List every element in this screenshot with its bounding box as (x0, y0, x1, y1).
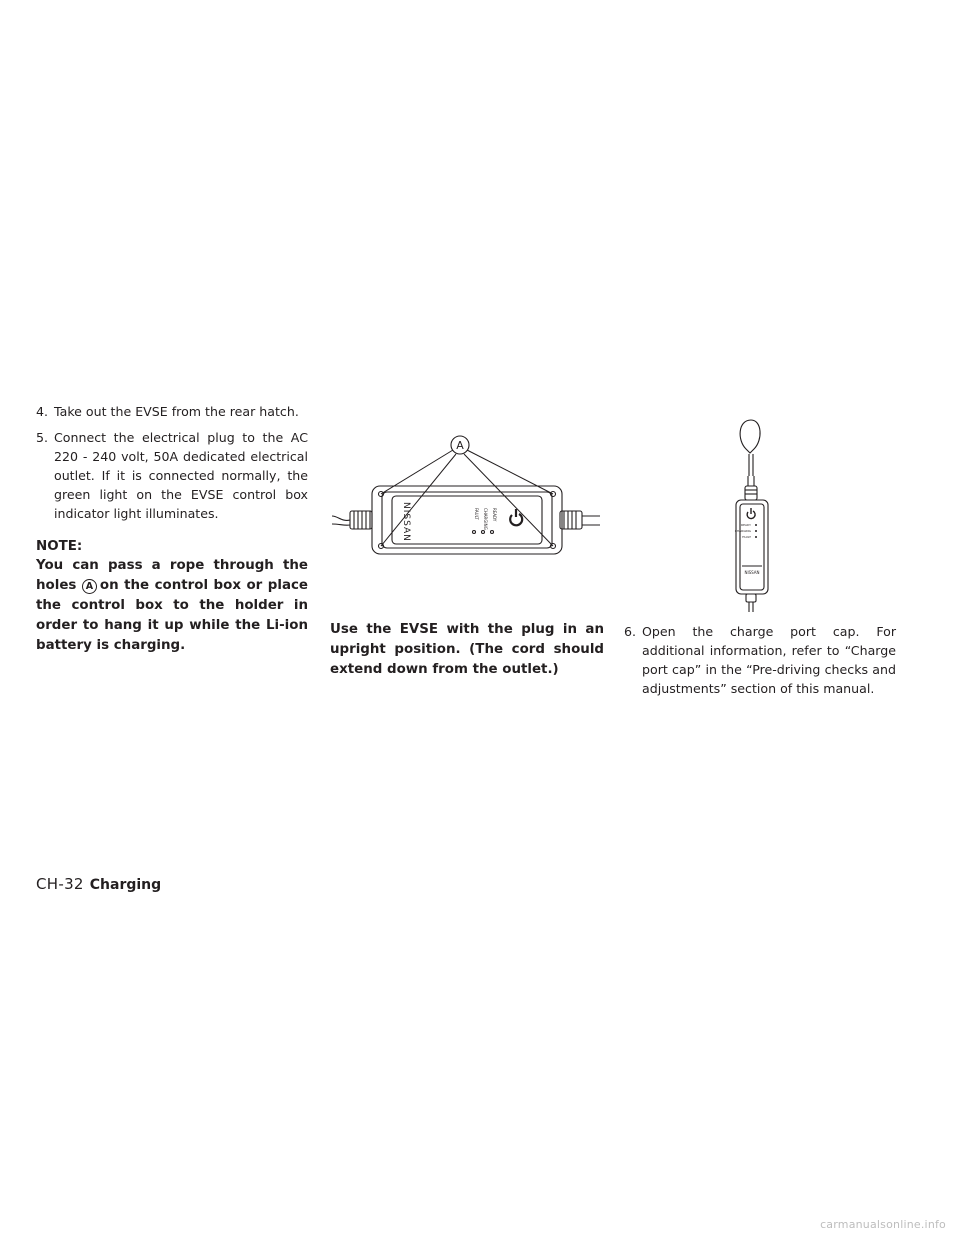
control-box-figure (330, 428, 602, 570)
indicator-dot (491, 531, 494, 534)
plug-loop (740, 420, 760, 453)
control-box-body (736, 500, 768, 594)
indicator-ready-label: READY (740, 523, 751, 527)
box-brand-label: NISSAN (401, 502, 411, 542)
note-text-start: You can pass a rope through the holes (36, 558, 308, 593)
left-strain-relief (350, 511, 372, 529)
callout-a-label: A (456, 439, 464, 452)
page-footer (36, 875, 161, 893)
box-brand-label: NISSAN (744, 570, 760, 575)
power-icon (747, 508, 755, 519)
step-text: Connect the electrical plug to the AC 220 - 240 volt, 50A dedicated electrical outlet. If it is connected normally, the green light on the EVSE control box indicator light illuminates. (54, 430, 308, 521)
step-text: Take out the EVSE from the rear hatch. (54, 404, 299, 419)
right-column (624, 622, 896, 705)
indicator-fault-label: FAULT (742, 535, 751, 539)
indicator-charging-label: CHARGING (734, 529, 751, 533)
power-icon (510, 509, 522, 525)
note-body (36, 556, 308, 656)
right-strain-relief (560, 511, 582, 529)
figure-caption: Use the EVSE with the plug in an upright position. (The cord should extend down from the outlet.) (330, 622, 604, 677)
indicator-dot (482, 531, 485, 534)
step-4 (36, 402, 308, 421)
page-number: CH-32 (36, 875, 84, 893)
step-text: Open the charge port cap. For additional information, refer to “Charge port cap” in the “Pre-driving checks and adjustments” section of this manual. (642, 624, 896, 696)
indicator-lights (474, 508, 497, 530)
step-number: 5. (36, 430, 49, 445)
left-column (36, 402, 308, 656)
note-heading: NOTE: (36, 539, 83, 554)
step-5 (36, 428, 308, 523)
bottom-cable (749, 602, 753, 612)
indicator-fault-label: FAULT (474, 508, 479, 520)
indicator-dot (473, 531, 476, 534)
step-6 (624, 622, 896, 698)
step-number: 6. (624, 624, 637, 639)
top-strain-relief (745, 486, 757, 500)
indicator-lights (735, 523, 757, 539)
watermark: carmanualsonline.info (820, 1218, 946, 1231)
section-name: Charging (89, 877, 162, 893)
bottom-strain-relief (746, 594, 756, 602)
callout-a-marker: A (82, 579, 97, 594)
right-cable (582, 516, 600, 525)
indicator-ready-label: READY (492, 508, 497, 522)
indicator-charging-label: CHARGING (483, 508, 488, 530)
note-text-end: on the control box or place the control box to the holder in order to hang it up while the Li-ion battery is charging. (36, 578, 308, 653)
step-number: 4. (36, 404, 49, 419)
left-cable (332, 516, 350, 520)
upright-evse-figure (718, 416, 800, 612)
